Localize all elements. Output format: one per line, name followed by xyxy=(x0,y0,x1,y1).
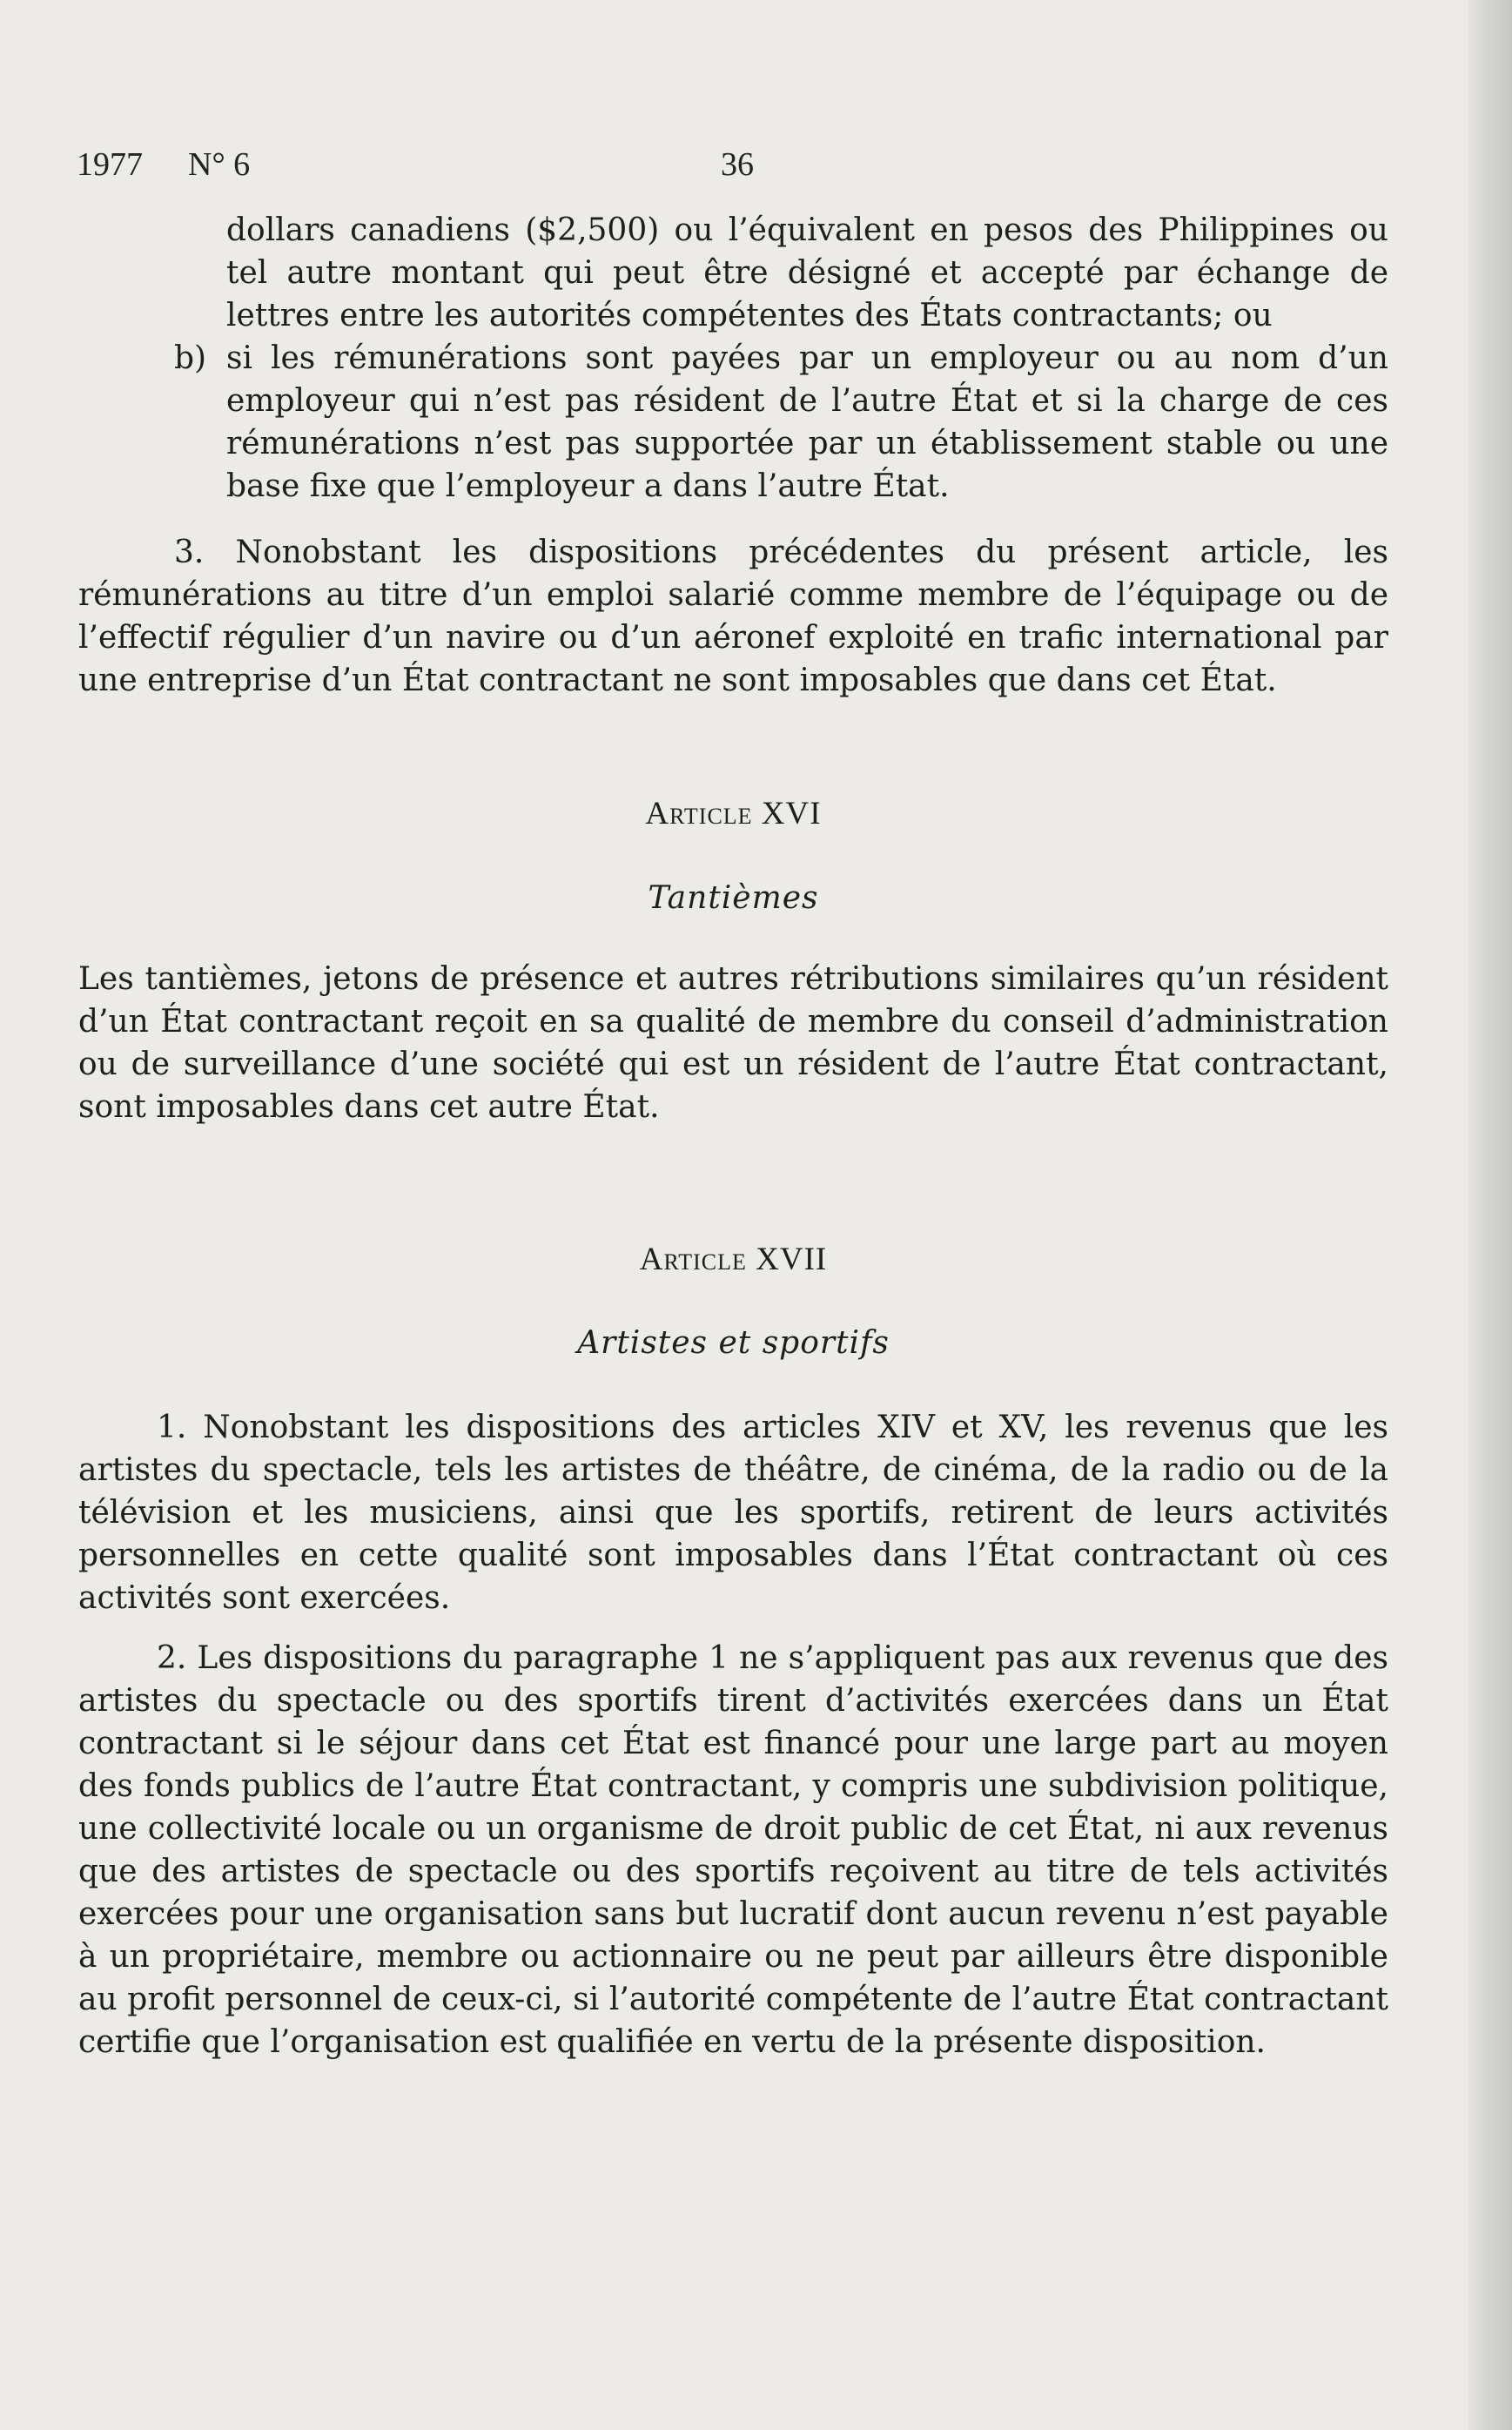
list-item-marker: b) xyxy=(174,340,207,376)
article-16-subheading: Tantièmes xyxy=(648,880,819,916)
article-17-paragraph-1: 1. Nonobstant les dispositions des articles XIV et XV, les revenus que les artistes du spectacle, tels les artistes de théâtre, de cinéma, de la radio ou de la télévision et les musiciens, ainsi que les sportifs, retirent de leurs activités personnelles en cette qualité sont imposables dans l’État contractant où ces activités sont exercées. xyxy=(78,1410,1388,1616)
header-issue-number: N° 6 xyxy=(188,146,251,183)
list-item-b xyxy=(78,337,1388,508)
article-17-paragraph-2: 2. Les dispositions du paragraphe 1 ne s’appliquent pas aux revenus que des artistes du spectacle ou des sportifs tirent d’activités exercées dans un État contractant si le séjour dans cet État est financé pour une large part au moyen des fonds publics de l’autre État contractant, y compris une subdivision politique, une collectivité locale ou un organisme de droit public de cet État, ni aux revenus que des artistes de spectacle ou des sportifs reçoivent au titre de tels activités exercées pour une organisation sans but lucratif dont aucun revenu n’est payable à un propriétaire, membre ou actionnaire ou ne peut par ailleurs être disponible au profit personnel de ceux-ci, si l’autorité compétente de l’autre État contractant certifie que l’organisation est qualifiée en vertu de la présente disposition. xyxy=(78,1640,1388,2060)
article-17-heading: Article XVII xyxy=(639,1242,828,1277)
page-number: 36 xyxy=(721,146,754,183)
article-16-paragraph: Les tantièmes, jetons de présence et autres rétributions similaires qu’un résident d’un État contractant reçoit en sa qualité de membre du conseil d’administration ou de surveillance d’une société qui est un résident de l’autre État contractant, sont imposables dans cet autre État. xyxy=(78,961,1388,1125)
document-body xyxy=(78,209,1388,2063)
header-year: 1977 xyxy=(77,146,143,183)
continued-paragraph: dollars canadiens ($2,500) ou l’équivalent en pesos des Philippines ou tel autre montant qui peut être désigné et accepté par échange de lettres entre les autorités compétentes des États contractants; ou xyxy=(226,212,1388,333)
article-16-heading: Article XVI xyxy=(645,796,822,831)
paragraph-3: 3. Nonobstant les dispositions précédentes du présent article, les rémunérations au titre d’un emploi salarié comme membre de l’équipage ou de l’effectif régulier d’un navire ou d’un aéronef exploité en trafic international par une entreprise d’un État contractant ne sont imposables que dans cet État. xyxy=(78,535,1388,698)
page-edge-shadow xyxy=(1468,0,1512,2430)
article-17-subheading: Artistes et sportifs xyxy=(577,1325,890,1361)
list-item-text: si les rémunérations sont payées par un employeur ou au nom d’un employeur qui n’est pas résident de l’autre État et si la charge de ces rémunérations n’est pas supportée par un établissement stable ou une base fixe que l’employeur a dans l’autre État. xyxy=(226,340,1388,504)
